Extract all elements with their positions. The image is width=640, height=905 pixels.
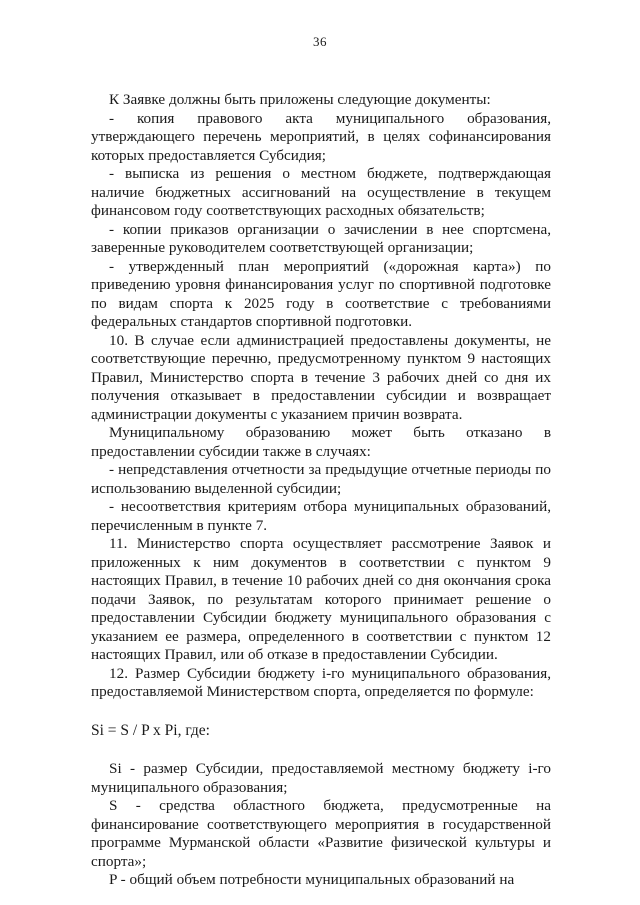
list-item-no-reporting: - непредставления отчетности за предыдущие отчетные периоды по использованию выделенной субсидии; xyxy=(91,461,551,497)
document-body xyxy=(91,91,551,890)
paragraph-intro: К Заявке должны быть приложены следующие документы: xyxy=(109,91,491,108)
definition-s: S - средства областного бюджета, предусмотренные на финансирование соответствующего мероприятия в государственной программе Мурманской области «Развитие физической культуры и спорта»; xyxy=(91,797,551,870)
list-item-legal-act: - копия правового акта муниципального образования, утверждающего перечень мероприятий, в целях софинансирования которых предоставляется Субсидия; xyxy=(91,109,551,164)
paragraph-10: 10. В случае если администрацией предоставлены документы, не соответствующие перечню, предусмотренному пунктом 9 настоящих Правил, Министерство спорта в течение 3 рабочих дней со дня их получения отказывает в предоставлении субсидии и возвращает администрации документы с указанием причин возврата. xyxy=(91,331,551,423)
definition-p: P - общий объем потребности муниципальных образований на xyxy=(109,871,515,888)
list-item-roadmap: - утвержденный план мероприятий («дорожная карта») по приведению уровня финансирования услуг по спортивной подготовке по видам спорта к 2025 году в соответствие с требованиями федеральных стандартов спортивной подготовки. xyxy=(91,257,551,330)
list-item-criteria-mismatch: - несоответствия критериям отбора муниципальных образований, перечисленным в пункте 7. xyxy=(91,498,551,534)
list-item-orders-copies: - копии приказов организации о зачислении в нее спортсмена, заверенные руководителем соответствующей организации; xyxy=(91,220,551,256)
list-item-budget-extract: - выписка из решения о местном бюджете, подтверждающая наличие бюджетных ассигнований на осуществление в текущем финансовом году соответствующих расходных обязательств; xyxy=(91,165,551,219)
definition-si: Si - размер Субсидии, предоставляемой местному бюджету i-го муниципального образования; xyxy=(91,760,551,796)
paragraph-11: 11. Министерство спорта осуществляет рассмотрение Заявок и приложенных к ним документов в соответствии с пунктом 9 настоящих Правил, в течение 10 рабочих дней со дня окончания срока подачи Заявок, по результатам которого принимает решение о предоставлении Субсидии бюджету муниципального образования с указанием ее размера, определенного в соответствии с пунктом 12 настоящих Правил, или об отказе в предоставлении Субсидии. xyxy=(91,535,551,663)
paragraph-refusal: Муниципальному образованию может быть отказано в предоставлении субсидии также в случаях: xyxy=(91,424,551,460)
formula: Si = S / P x Pi, где: xyxy=(91,721,210,739)
paragraph-12: 12. Размер Субсидии бюджету i-го муниципального образования, предоставляемой Министерством спорта, определяется по формуле: xyxy=(91,664,551,700)
page-number: 36 xyxy=(313,34,327,49)
